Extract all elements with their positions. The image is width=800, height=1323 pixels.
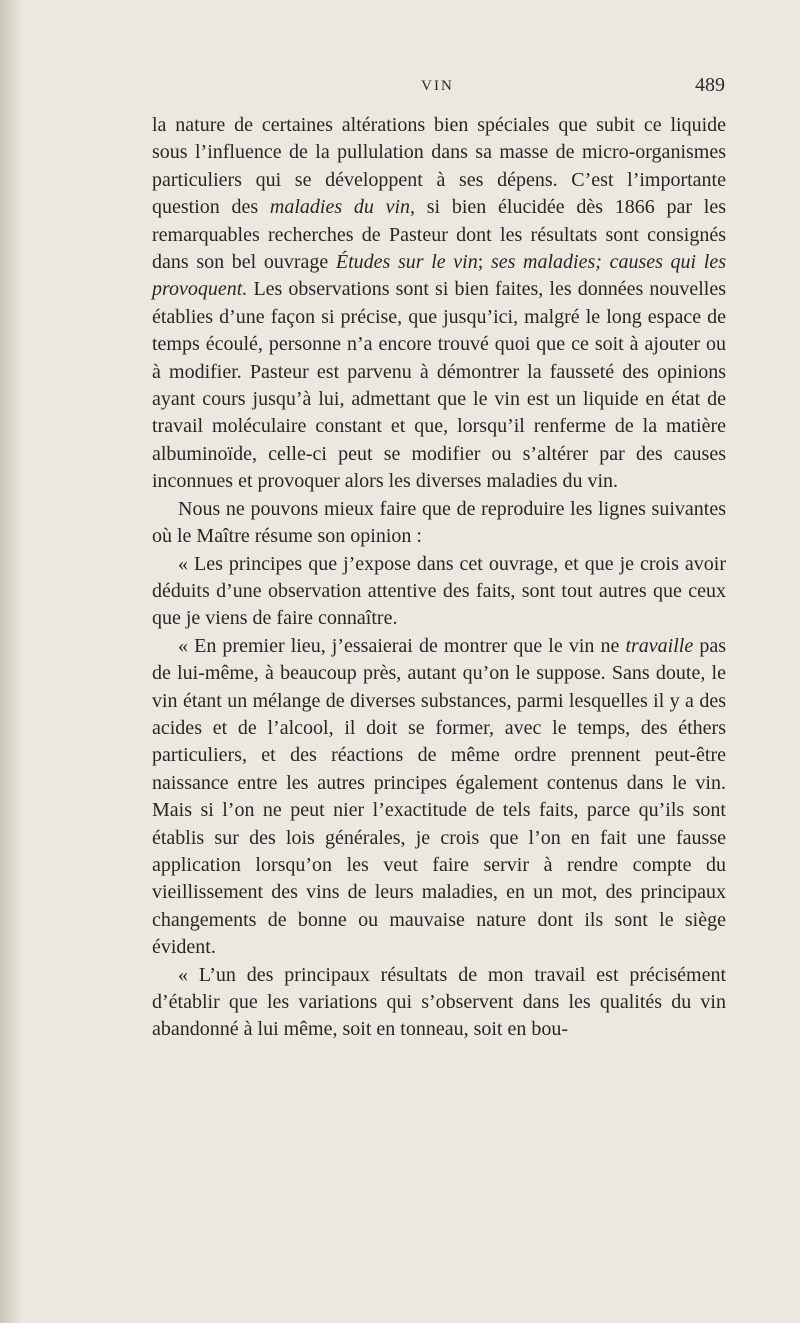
text-segment: « L’un des principaux résultats de mon travail est précisément d’établir que les variations qui s’observent dans les qualités du vin abandonné à lui même, soit en tonneau, soit en bou-: [152, 963, 726, 1041]
binding-shadow: [0, 0, 22, 1323]
text-segment: pas de lui-même, à beaucoup près, autant qu’on le suppose. Sans doute, le vin étant un mélange de diverses substances, parmi lesquelles il y a des acides et de l’alcool, il doit se former, avec le temps, des éthers particuliers, et des réactions de même ordre prennent peut-être naissance entre les autres principes également contenus dans le vin. Mais si l’on ne peut nier l’exactitude de tels faits, parce qu’ils sont établis sur des lois générales, je crois que l’on en fait une fausse application lorsqu’on les veut faire servir à rendre compte du vieillissement des vins de leurs maladies, en un mot, des principaux changements de bonne ou mauvaise nature dont ils sont le siège évident.: [152, 634, 726, 959]
paragraph: [152, 551, 726, 633]
text-segment: « En premier lieu, j’essaierai de montrer que le vin ne: [178, 634, 626, 657]
italic-text: ses maladies; causes qui les provoquent.: [152, 251, 726, 301]
body-text: [152, 112, 726, 1044]
paragraph: [152, 633, 726, 962]
paragraph: [152, 962, 726, 1044]
text-segment: la nature de certaines altérations bien spéciales que subit ce liquide sous l’influence de la pullulation dans sa masse de micro-organismes particuliers qui se développent à ses dépens. C’est l’importante question des: [152, 114, 726, 219]
text-segment: , si bien élucidée dès 1866 par les remarquables recherches de Pasteur dont les résultats sont consignés dans son bel ouvrage: [152, 196, 726, 274]
paragraph: [152, 496, 726, 551]
page-number: 489: [695, 74, 725, 96]
paragraph: [152, 112, 726, 496]
running-title: VIN: [421, 78, 454, 94]
text-segment: Nous ne pouvons mieux faire que de reproduire les lignes suivantes où le Maître résume son opinion :: [152, 497, 726, 548]
text-segment: Les observations sont si bien faites, les données nouvelles établies d’une façon si précise, que jusqu’ici, malgré le long espace de temps écoulé, personne n’a encore trouvé quoi que ce soit à ajouter ou à modifier. Pasteur est parvenu à démontrer la fausseté des opinions ayant cours jusqu’à lui, admettant que le vin est un liquide en état de travail moléculaire constant et que, lorsqu’il renferme de la matière albuminoïde, celle-ci peut se modifier ou s’altérer par des causes inconnues et provoquer alors les diverses maladies du vin.: [152, 278, 726, 493]
text-segment: « Les principes que j’expose dans cet ouvrage, et que je crois avoir déduits d’une observation attentive des faits, sont tout autres que ceux que je viens de faire connaître.: [152, 552, 726, 630]
text-segment: ;: [477, 251, 491, 274]
italic-text: maladies du vin: [269, 196, 411, 219]
page-header: [150, 74, 725, 106]
italic-text: Études sur le vin: [335, 251, 478, 274]
italic-text: travaille: [625, 634, 694, 657]
